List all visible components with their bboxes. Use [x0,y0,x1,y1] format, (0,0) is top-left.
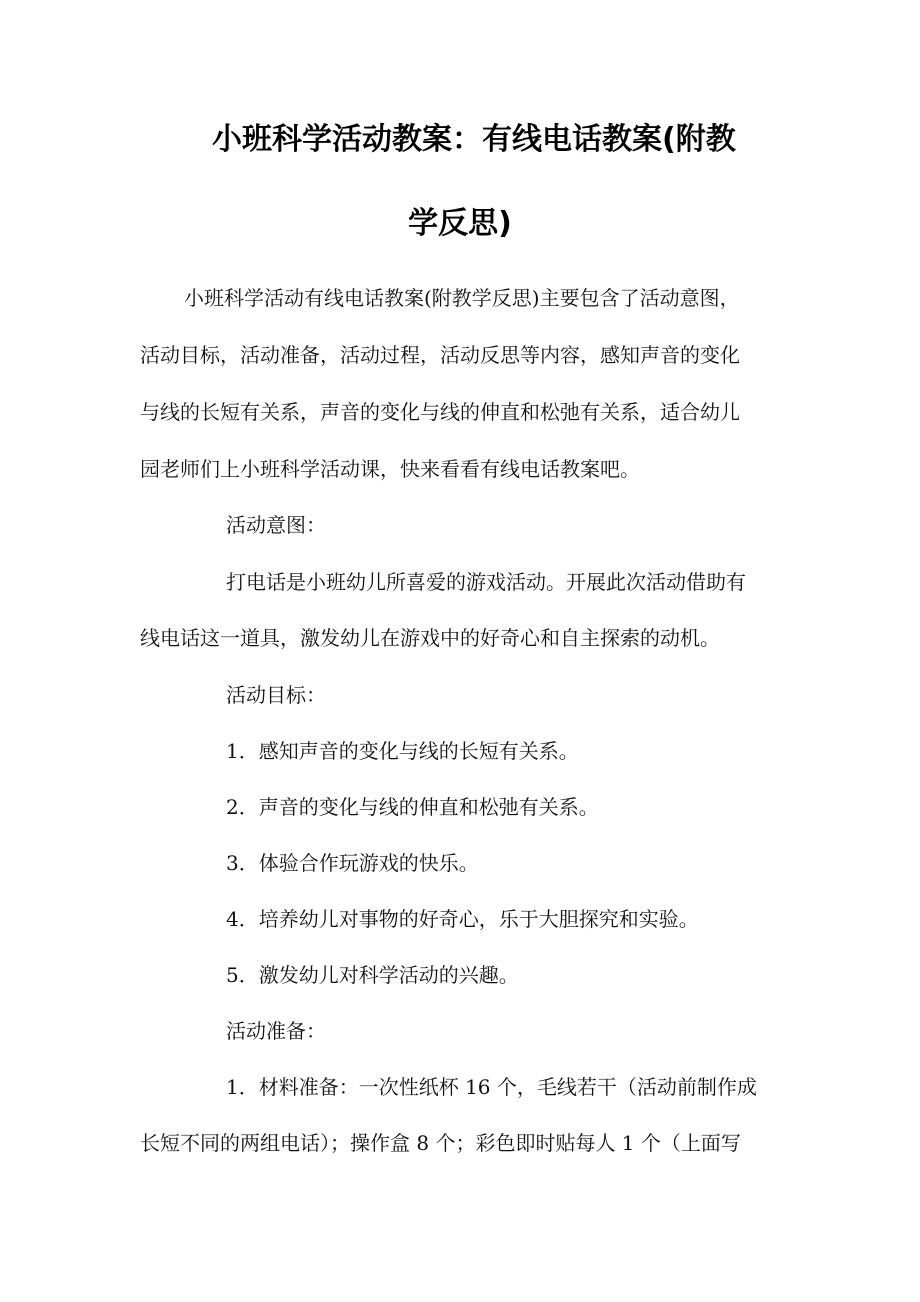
prep-line-1: 1．材料准备：一次性纸杯 16 个，毛线若干（活动前制作成 [226,1075,757,1099]
intro-line-1: 小班科学活动有线电话教案(附教学反思)主要包含了活动意图， [184,286,740,310]
section-intent-heading: 活动意图： [226,513,326,537]
document-title-line-2: 学反思) [408,206,512,241]
intro-line-3: 与线的长短有关系，声音的变化与线的伸直和松弛有关系，适合幼儿 [140,400,740,424]
intent-line-1: 打电话是小班幼儿所喜爱的游戏活动。开展此次活动借助有 [226,570,746,594]
goal-item-1: 1．感知声音的变化与线的长短有关系。 [226,739,579,763]
goal-item-5: 5．激发幼儿对科学活动的兴趣。 [226,963,519,987]
intent-line-2: 线电话这一道具，激发幼儿在游戏中的好奇心和自主探索的动机。 [140,626,720,650]
goal-item-3: 3．体验合作玩游戏的快乐。 [226,851,479,875]
document-title-line-1: 小班科学活动教案：有线电话教案(附教 [212,122,736,157]
intro-line-2: 活动目标，活动准备，活动过程，活动反思等内容，感知声音的变化 [140,343,740,367]
prep-line-2: 长短不同的两组电话）；操作盒 8 个；彩色即时贴每人 1 个（上面写 [140,1131,741,1155]
section-goals-heading: 活动目标： [226,683,326,707]
goal-item-2: 2．声音的变化与线的伸直和松弛有关系。 [226,795,599,819]
goal-item-4: 4．培养幼儿对事物的好奇心，乐于大胆探究和实验。 [226,907,699,931]
intro-line-4: 园老师们上小班科学活动课，快来看看有线电话教案吧。 [140,457,640,481]
section-prep-heading: 活动准备： [226,1019,326,1043]
